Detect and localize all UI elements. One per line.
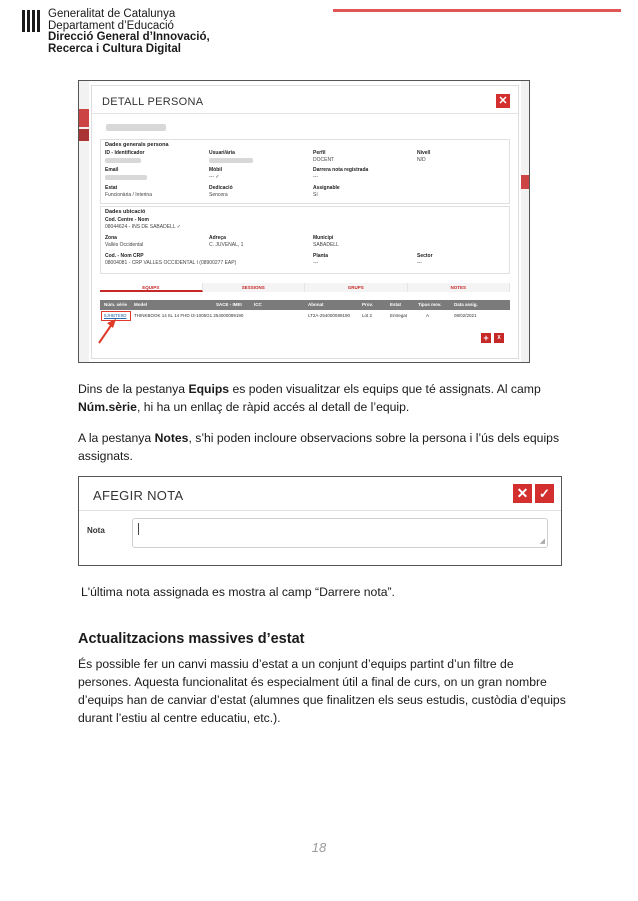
redacted-value: [105, 158, 141, 163]
section-title: Dades generals persona: [105, 142, 169, 148]
modal-divider: [92, 113, 518, 114]
nota-label: Nota: [87, 526, 105, 535]
field-label: Planta: [313, 253, 329, 259]
field-label: Mòbil: [209, 167, 223, 173]
excel-export-icon[interactable]: X: [494, 333, 504, 343]
column-header[interactable]: Tipus mov.: [418, 302, 442, 307]
text-caret: [138, 523, 139, 535]
field-value: Sí: [313, 192, 318, 198]
field-label: Email: [105, 167, 119, 173]
letterhead: [48, 9, 210, 55]
text-span: Dins de la pestanya: [78, 382, 189, 396]
field-label: Cod. - Nom CRP: [105, 253, 144, 259]
equips-table-header: [100, 300, 510, 310]
field-value: ---: [417, 260, 422, 266]
bold-term: Núm.sèrie: [78, 400, 137, 414]
field-label: Nivell: [417, 150, 431, 156]
table-cell: Entregat: [390, 313, 408, 318]
table-row: [100, 311, 510, 320]
field-value: 08004081 - CRP VALLES OCCIDENTAL I (08900277 EAP): [105, 260, 237, 266]
arrow-annotation-icon: [96, 318, 120, 346]
section-heading: Actualitzacions massives d’estat: [78, 631, 305, 647]
letterhead-line3: Direcció General d’Innovació,: [48, 31, 210, 43]
column-header[interactable]: Data assig.: [454, 302, 478, 307]
field-label: Cod. Centre - Nom: [105, 217, 149, 223]
field-value: DOCENT: [313, 157, 335, 163]
table-cell: THINKBOOK 14 IIL 14 FHD I3-1005G1 254000089190: [134, 313, 244, 318]
letterhead-line4: Recerca i Cultura Digital: [48, 42, 181, 55]
letterhead-divider: [333, 9, 621, 12]
field-label: Sector: [417, 253, 433, 259]
tab-notes[interactable]: NOTES: [408, 283, 511, 292]
modal-title: AFEGIR NOTA: [93, 488, 184, 503]
field-label: Darrera nota registrada: [313, 167, 369, 173]
column-header[interactable]: ICC: [254, 302, 262, 307]
column-header[interactable]: Núm. sèrie: [104, 302, 128, 307]
redacted-value: [105, 175, 147, 180]
column-header[interactable]: Abonat: [308, 302, 324, 307]
detall-persona-screenshot: [78, 80, 530, 363]
page-number: 18: [311, 840, 327, 855]
cancel-icon[interactable]: ✕: [513, 484, 532, 503]
column-header[interactable]: Model: [134, 302, 147, 307]
field-label: ID - Identificador: [105, 150, 145, 156]
modal-divider: [79, 510, 561, 511]
redacted-value: [209, 158, 253, 163]
field-value: --- ✓: [209, 174, 220, 180]
tab-grups[interactable]: GRUPS: [305, 283, 408, 292]
serial-number-link[interactable]: 5JHBTE9D: [104, 313, 127, 318]
detall-persona-modal: [91, 85, 519, 359]
field-value: SABADELL: [313, 242, 339, 248]
field-value: Sencera: [209, 192, 228, 198]
text-span: es poden visualitzar els equips que té assignats. Al camp: [229, 382, 541, 396]
letterhead-line1: Generalitat de Catalunya: [48, 8, 176, 20]
paragraph-actualitzacions: És possible fer un canvi massiu d’estat a un conjunt d’equips partint d’un filtre de persones. Aquesta funcionalitat és especialment útil a final de curs, on un gran nombre d’equips han de canviar d’estat (alumnes que finalitzen els seus estudis, custòdia d’equips durant l’estiu al centre educatiu, etc.).: [78, 657, 566, 725]
field-value: C. JUVENAL, 1: [209, 242, 244, 248]
text-span: , hi ha un enllaç de ràpid accés al detall de l’equip.: [136, 400, 410, 414]
field-value: N/D: [417, 157, 426, 163]
table-cell: A: [426, 313, 430, 318]
paragraph-notes: [78, 429, 568, 465]
field-label: Estat: [105, 185, 118, 191]
field-label: Adreça: [209, 235, 226, 241]
field-label: Dedicació: [209, 185, 233, 191]
nota-textarea[interactable]: [132, 518, 548, 548]
afegir-nota-screenshot: [78, 476, 562, 566]
text-span: , s’hi poden incloure observacions sobre la persona i l’ús dels equips assignats.: [78, 431, 560, 463]
section-title: Dades ubicació: [105, 209, 146, 215]
field-label: Municipi: [313, 235, 334, 241]
bold-term: Equips: [188, 382, 230, 396]
close-icon[interactable]: ✕: [496, 94, 510, 108]
field-value: Vallès Occidental: [105, 242, 144, 248]
tab-sessions[interactable]: SESSIONS: [203, 283, 306, 292]
letterhead-line2: Departament d’Educació: [48, 19, 174, 32]
person-tabs: [100, 283, 510, 292]
redacted-name: [106, 124, 166, 131]
paragraph-darrera-nota: L'última nota assignada es mostra al camp “Darrere nota”.: [81, 585, 395, 599]
text-span: A la pestanya: [78, 431, 155, 445]
field-label: Perfil: [313, 150, 326, 156]
field-value: 08044624 - INS DE SABADELL ✓: [105, 224, 181, 230]
modal-title: DETALL PERSONA: [102, 96, 204, 108]
background-strip-right: [521, 81, 529, 363]
table-cell: LT2A-254000089190: [308, 313, 350, 318]
field-label: Assignable: [313, 185, 340, 191]
section-dades-generals: [100, 139, 510, 204]
field-label: Zona: [105, 235, 117, 241]
section-dades-ubicacio: [100, 206, 510, 274]
tab-equips[interactable]: EQUIPS: [100, 283, 203, 292]
generalitat-logo-icon: [22, 10, 42, 32]
column-header[interactable]: Prov.: [362, 302, 373, 307]
paragraph-equips: [78, 380, 568, 416]
bold-term: Notes: [154, 431, 189, 445]
column-header[interactable]: Estat: [390, 302, 402, 307]
column-header[interactable]: SACE - IMEI: [216, 302, 242, 307]
table-cell: 08/02/2021: [454, 313, 477, 318]
field-label: Usuari/ària: [209, 150, 235, 156]
field-value: Funcionària / Interina: [105, 192, 152, 198]
table-cell: Lot 2: [362, 313, 373, 318]
background-strip-left: [79, 81, 89, 363]
field-value: ---: [313, 260, 318, 266]
resize-grip-icon[interactable]: ◢: [539, 538, 545, 545]
confirm-icon[interactable]: ✓: [535, 484, 554, 503]
field-value: ---: [313, 174, 318, 180]
add-button[interactable]: +: [481, 333, 491, 343]
